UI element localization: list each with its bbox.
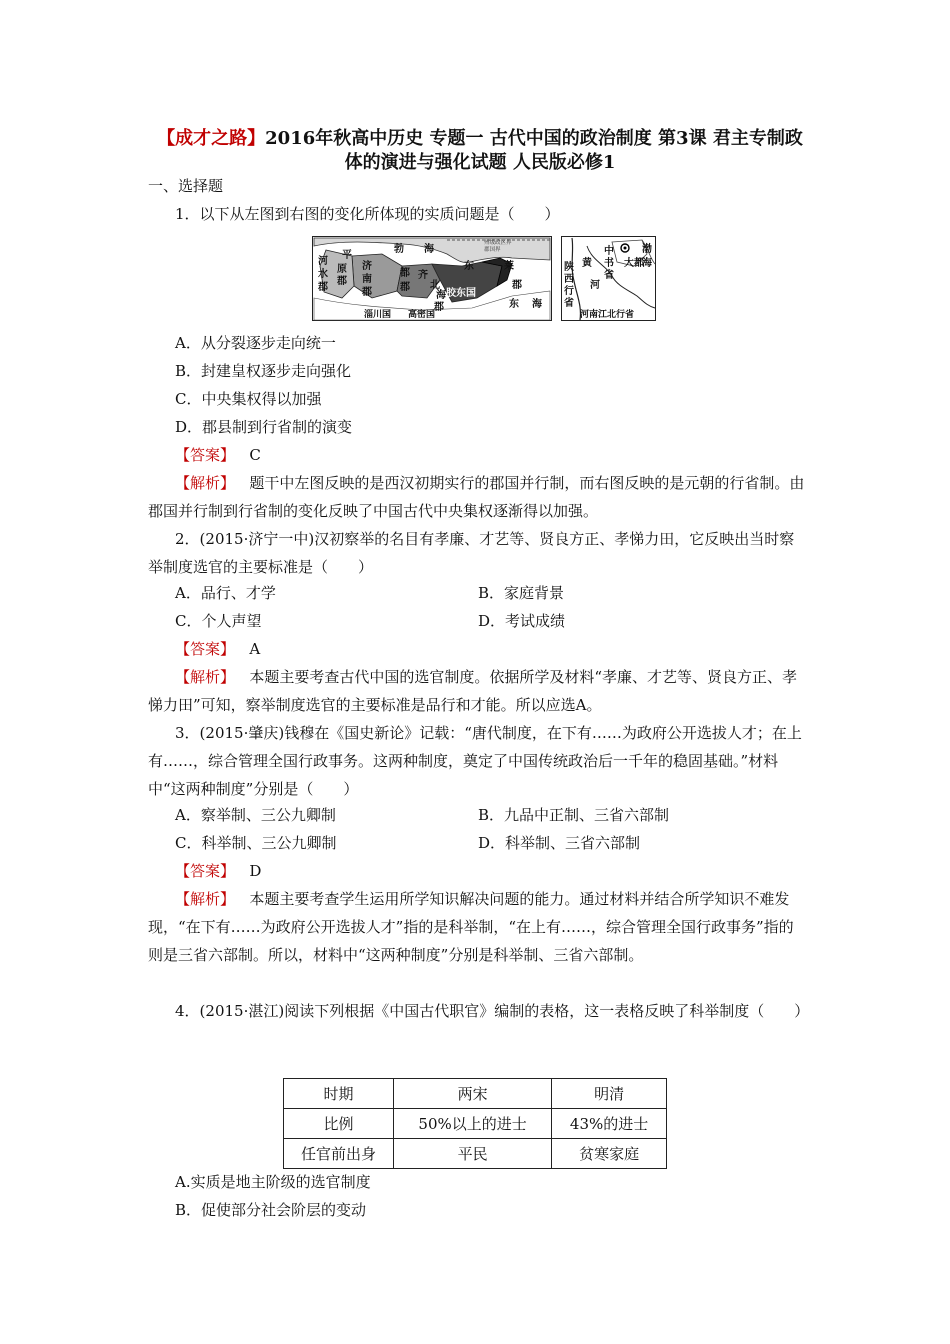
answer-value: A xyxy=(249,640,261,658)
map-label: 原 xyxy=(337,264,347,275)
map-label: 海 xyxy=(424,244,434,255)
table-cell: 43%的进士 xyxy=(552,1109,667,1139)
q3-option-b: B．九品中正制、三省六部制 xyxy=(478,806,670,824)
legend-1: 州级政区界 xyxy=(484,240,512,246)
map-label: 渤 xyxy=(642,244,652,255)
table-cell: 比例 xyxy=(284,1109,394,1139)
q2-stem: 2．(2015·济宁一中)汉初察举的名目有孝廉、才艺等、贤良方正、孝悌力田，它反映出当时察举制度选官的主要标准是（ ） xyxy=(148,530,795,576)
q3-answer xyxy=(175,861,261,881)
map-label: 都 xyxy=(400,268,410,279)
q1-option-a: A．从分裂逐步走向统一 xyxy=(175,334,336,352)
map-label: 中 xyxy=(604,246,614,257)
table-cell: 贫寒家庭 xyxy=(552,1139,667,1169)
analysis-tag: 【解析】 xyxy=(175,668,236,686)
answer-tag: 【答案】 xyxy=(175,446,236,464)
q4-option-b: B．促使部分社会阶层的变动 xyxy=(175,1201,367,1219)
map-label: 济 xyxy=(362,261,372,272)
map-label: 西 xyxy=(564,274,574,285)
section-heading: 一、选择题 xyxy=(148,177,224,195)
q2-option-d: D．考试成绩 xyxy=(478,612,566,630)
map-label: 勃 xyxy=(394,244,404,255)
map-label: 南 xyxy=(362,274,372,285)
map-label: 海 xyxy=(642,258,652,269)
q2-option-b: B．家庭背景 xyxy=(478,584,565,602)
q1-option-b: B．封建皇权逐步走向强化 xyxy=(175,362,352,380)
q1-answer xyxy=(175,445,261,465)
map-label: 郡 xyxy=(362,287,372,298)
brand-tag: 【成才之路】 xyxy=(157,128,266,149)
map-label: 河南江北行省 xyxy=(580,310,635,320)
map-label: 河 xyxy=(590,280,600,291)
q1-option-d: D．郡县制到行省制的演变 xyxy=(175,418,353,436)
map-label: 郡 xyxy=(512,280,522,291)
map-label: 北 xyxy=(430,280,440,291)
map-label: 胶东国 xyxy=(446,288,476,299)
analysis-text: 本题主要考查学生运用所学知识解决问题的能力。通过材料并结合所学知识不难发现，“在下有……为政府公开选拔人才”指的是科举制，“在上有……，综合管理全国行政事务”指的则是三省六部制。所以，材料中“这两种制度”分别是科举制、三省六部制。 xyxy=(148,890,794,964)
q4-option-a: A.实质是地主阶级的选官制度 xyxy=(175,1173,371,1191)
analysis-text: 题干中左图反映的是西汉初期实行的郡国并行制，而右图反映的是元朝的行省制。由郡国并行制到行省制的变化反映了中国古代中央集权逐渐得以加强。 xyxy=(148,474,805,520)
table-row xyxy=(284,1139,667,1169)
map-label: 海 xyxy=(436,290,446,301)
map-label: 大都 xyxy=(624,258,644,269)
table-cell: 50%以上的进士 xyxy=(393,1109,551,1139)
table-row xyxy=(284,1109,667,1139)
q4-table xyxy=(283,1078,667,1169)
map-label: 郡 xyxy=(400,282,410,293)
map-label: 河 xyxy=(318,256,328,267)
answer-value: C xyxy=(249,446,261,464)
q4-stem: 4．(2015·湛江)阅读下列根据《中国古代职官》编制的表格，这一表格反映了科举制度（ ） xyxy=(175,1002,810,1020)
q3-analysis xyxy=(148,885,808,969)
analysis-tag: 【解析】 xyxy=(175,890,236,908)
map-label: 平 xyxy=(342,250,352,261)
map-label: 淄川国 xyxy=(364,310,392,320)
answer-value: D xyxy=(249,862,262,880)
q1-stem: 1．以下从左图到右图的变化所体现的实质问题是（ ） xyxy=(175,205,560,223)
q3-option-d: D．科举制、三省六部制 xyxy=(478,834,641,852)
q3-option-c: C．科举制、三公九卿制 xyxy=(175,834,337,852)
map-right xyxy=(562,237,656,321)
legend-2: 郡国界 xyxy=(484,247,501,253)
table-row xyxy=(284,1079,667,1109)
answer-tag: 【答案】 xyxy=(175,862,236,880)
map-label: 莱 xyxy=(504,261,514,272)
map-label: 齐 xyxy=(418,270,428,281)
map-label: 东 xyxy=(509,299,519,310)
analysis-tag: 【解析】 xyxy=(175,474,236,492)
analysis-text: 本题主要考查古代中国的选官制度。依据所学及材料“孝廉、才艺等、贤良方正、孝悌力田”可知，察举制度选官的主要标准是品行和才能。所以应选A。 xyxy=(148,668,798,714)
table-cell: 两宋 xyxy=(393,1079,551,1109)
map-label: 书 xyxy=(604,258,614,269)
q2-analysis xyxy=(148,663,808,719)
map-label: 海 xyxy=(532,299,542,310)
q2-answer xyxy=(175,639,260,659)
map-label: 郡 xyxy=(318,282,328,293)
q2-option-a: A．品行、才学 xyxy=(175,584,276,602)
q3-stem: 3．(2015·肇庆)钱穆在《国史新论》记载：“唐代制度，在下有……为政府公开选拔人才；在上有……，综合管理全国行政事务。这两种制度，奠定了中国传统政治后一千年的稳固基础。”材料中“这两种制度”分别是（ ） xyxy=(148,724,802,798)
table-cell: 平民 xyxy=(393,1139,551,1169)
map-label: 陕 xyxy=(564,262,574,273)
map-label: 省 xyxy=(604,270,614,281)
map-figure xyxy=(312,236,657,322)
map-left xyxy=(313,237,552,321)
map-label: 郡 xyxy=(337,276,347,287)
map-label: 行 xyxy=(564,286,574,297)
table-cell: 明清 xyxy=(552,1079,667,1109)
q1-option-c: C．中央集权得以加强 xyxy=(175,390,322,408)
map-label: 郡 xyxy=(434,302,444,313)
document-title xyxy=(150,127,810,175)
map-label: 水 xyxy=(318,269,328,280)
q2-option-c: C．个人声望 xyxy=(175,612,262,630)
table-cell: 时期 xyxy=(284,1079,394,1109)
map-label: 黄 xyxy=(582,258,592,269)
q3-option-a: A．察举制、三公九卿制 xyxy=(175,806,336,824)
map-label: 东 xyxy=(464,261,474,272)
q1-maps xyxy=(312,236,657,326)
q1-analysis xyxy=(148,469,808,525)
map-label: 省 xyxy=(564,298,574,309)
title-text: 2016年秋高中历史 专题一 古代中国的政治制度 第3课 君主专制政体的演进与强化试题 人民版必修1 xyxy=(265,128,803,173)
table-cell: 任官前出身 xyxy=(284,1139,394,1169)
answer-tag: 【答案】 xyxy=(175,640,236,658)
map-label: 高密国 xyxy=(408,310,436,320)
